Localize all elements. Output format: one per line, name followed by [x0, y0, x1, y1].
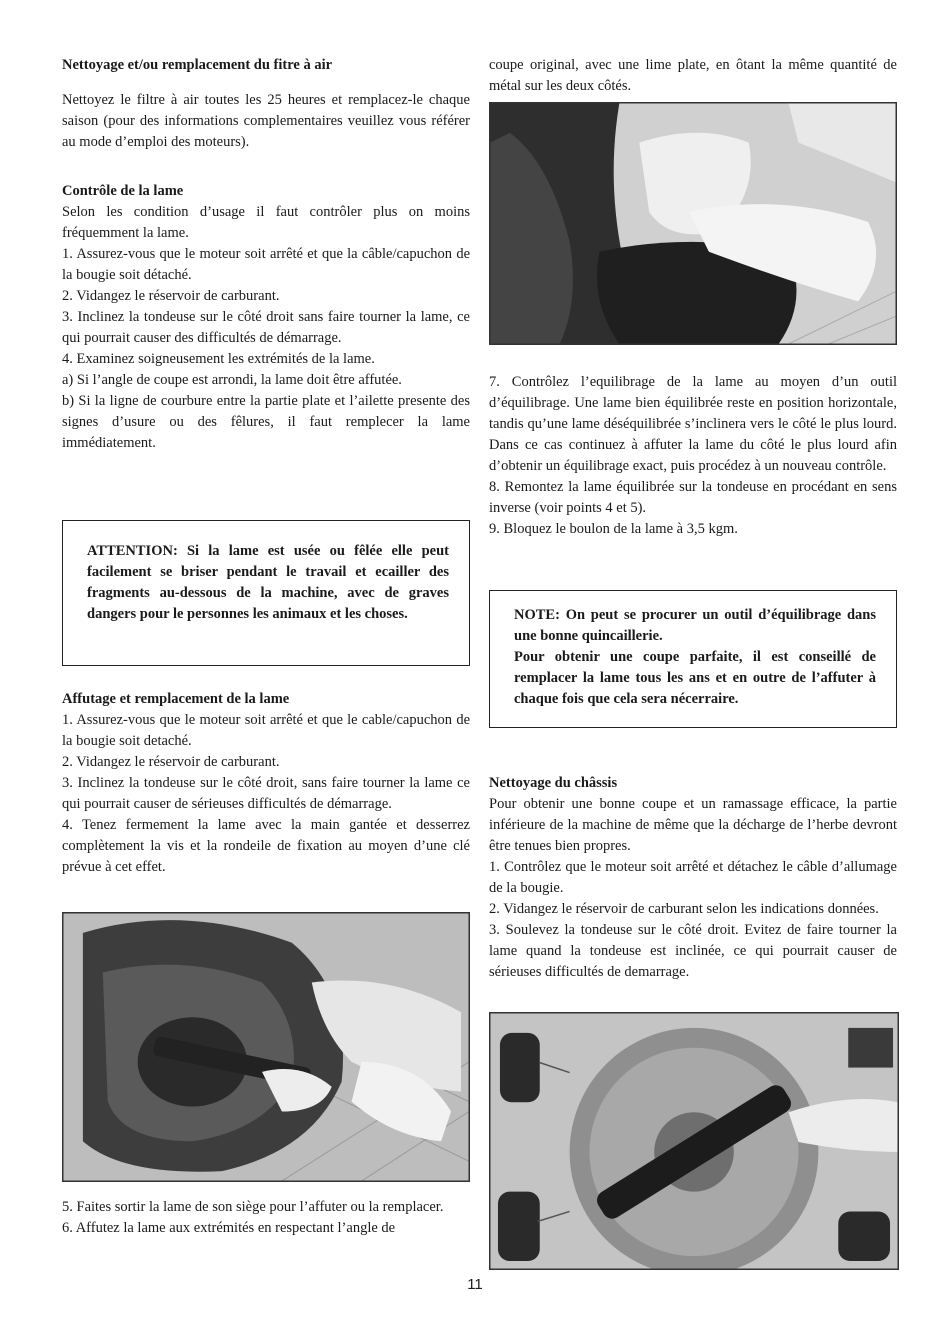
note-text: Pour obtenir une coupe parfaite, il est conseillé de remplacer la lame tous les ans et en outre de l’affuter à chaque fois que cela sera nécerraire. — [514, 649, 876, 707]
page-number: 11 — [467, 1276, 483, 1293]
list-item: 1. Assurez-vous que le moteur soit arrêté et que le cable/capuchon de la bougie soit detaché. — [62, 712, 470, 749]
blade-check-section — [62, 181, 470, 454]
list-item: 5. Faites sortir la lame de son siège pour l’affuter ou la remplacer. — [62, 1199, 444, 1215]
note-text: NOTE: On peut se procurer un outil d’équilibrage dans une bonne quincaillerie. — [514, 607, 876, 644]
balancing-section — [489, 372, 897, 540]
photo-chassis-underside-image — [490, 1013, 898, 1269]
list-item: 1. Assurez-vous que le moteur soit arrêté et que la câble/capuchon de la bougie soit détaché. — [62, 246, 470, 283]
list-item: 3. Inclinez la tondeuse sur le côté droit, sans faire tourner la lame ce qui pourrait causer de sérieuses difficultés de démarrage. — [62, 775, 470, 812]
list-item: b) Si la ligne de courbure entre la partie plate et l’ailette presente des signes d’usure ou des fêlures, il faut remplecer la lame immédiatement. — [62, 393, 470, 451]
photo-blade-sharpening-image — [490, 103, 896, 344]
photo-blade-removal — [62, 912, 470, 1182]
list-item: 4. Examinez soigneusement les extrémités de la lame. — [62, 351, 375, 367]
photo-blade-sharpening — [489, 102, 897, 345]
sharpening-heading: Affutage et remplacement de la lame — [62, 691, 290, 707]
chassis-cleaning-heading: Nettoyage du châssis — [489, 775, 618, 791]
air-filter-text: Nettoyez le filtre à air toutes les 25 heures et remplacez-le chaque saison (pour des informations complementaires veuillez vous référer au mode d’emploi des moteurs). — [62, 92, 470, 150]
attention-text: ATTENTION: Si la lame est usée ou fêlée elle peut facilement se briser pendant le travail et ecailler des fragments au-dessous de la machine, avec de graves dangers pour le personnes les animaux et les choses. — [87, 543, 449, 622]
list-item: 3. Inclinez la tondeuse sur le côté droit sans faire tourner la lame, ce qui pourrait causer des difficultés de démarrage. — [62, 309, 470, 346]
attention-box — [62, 520, 470, 666]
paragraph: Selon les condition d’usage il faut contrôler plus on moins fréquemment la lame. — [62, 204, 470, 241]
note-box — [489, 590, 897, 728]
list-item: a) Si l’angle de coupe est arrondi, la lame doit être affutée. — [62, 372, 402, 388]
list-item: 6. Affutez la lame aux extrémités en respectant l’angle de — [62, 1220, 396, 1236]
list-item: 4. Tenez fermement la lame avec la main gantée et desserrez complètement la vis et la rondeile de fixation au moyen d’une clé prévue à cet effet. — [62, 817, 470, 875]
paragraph: coupe original, avec une lime plate, en ôtant la même quantité de métal sur les deux côtés. — [489, 57, 897, 94]
sharpening-section — [62, 689, 470, 878]
air-filter-section — [62, 55, 470, 153]
photo-chassis-underside — [489, 1012, 899, 1270]
air-filter-heading: Nettoyage et/ou remplacement du fitre à air — [62, 57, 333, 73]
list-item: 2. Vidangez le réservoir de carburant selon les indications données. — [489, 901, 879, 917]
sharpening-continued-right — [489, 55, 897, 97]
list-item: 9. Bloquez le boulon de la lame à 3,5 kgm. — [489, 521, 738, 537]
chassis-cleaning-section — [489, 773, 897, 983]
photo-blade-removal-image — [63, 913, 469, 1181]
list-item: 1. Contrôlez que le moteur soit arrêté et détachez le câble d’allumage de la bougie. — [489, 859, 897, 896]
list-item: 2. Vidangez le réservoir de carburant. — [62, 288, 280, 304]
sharpening-continued — [62, 1197, 470, 1239]
paragraph: Pour obtenir une bonne coupe et un ramassage efficace, la partie inférieure de la machine de même que la décharge de l’herbe devront être tenues bien propres. — [489, 796, 897, 854]
list-item: 2. Vidangez le réservoir de carburant. — [62, 754, 280, 770]
list-item: 8. Remontez la lame équilibrée sur la tondeuse en procédant en sens inverse (voir points 4 et 5). — [489, 479, 897, 516]
blade-check-heading: Contrôle de la lame — [62, 183, 184, 199]
list-item: 3. Soulevez la tondeuse sur le côté droit. Evitez de faire tourner la lame quand la tondeuse est inclinée, ce qui pourrait causer de sérieuses difficultés de demarrage. — [489, 922, 897, 980]
list-item: 7. Contrôlez l’equilibrage de la lame au moyen d’un outil d’équilibrage. Une lame bien équilibrée reste en position horizontale, tandis qu’une lame déséquilibrée s’inclinera vers le côté le plus lourd. Dans ce cas continuez à affuter la lame du côté le plus lourd afin d’obtenir un équilibrage exact, puis procédez à un nouveau contrôle. — [489, 374, 897, 474]
